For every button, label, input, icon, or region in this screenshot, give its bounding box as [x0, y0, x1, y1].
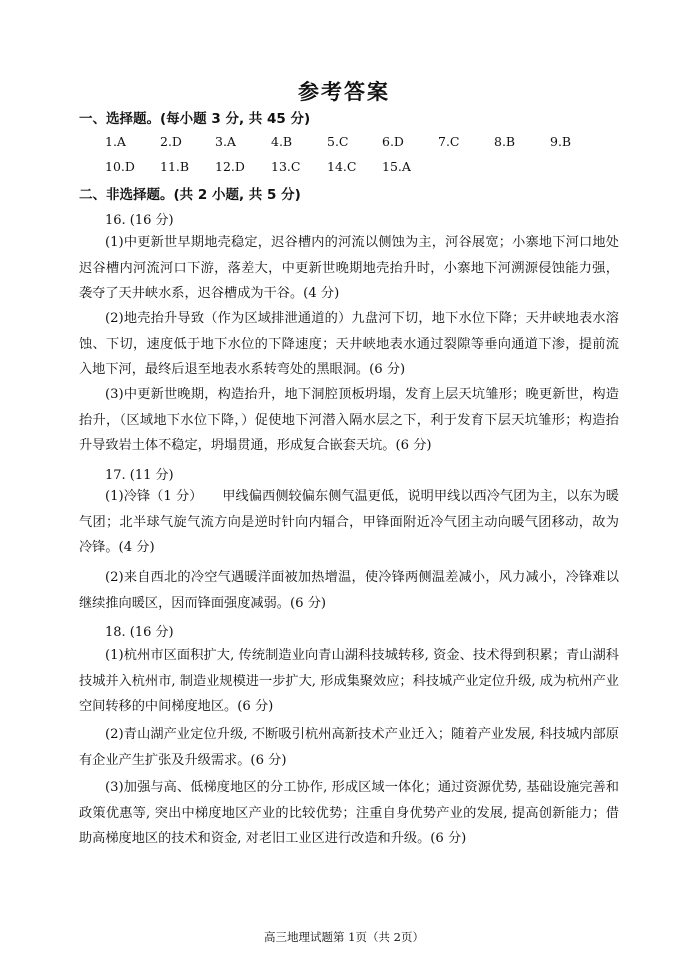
section-heading-nonchoice: 二、非选择题。(共 2 小题, 共 5 分): [79, 187, 301, 203]
q18-answer-1: (1)杭州市区面积扩大, 传统制造业向青山湖科技城转移, 资金、技术得到积累；青山湖科技城并入杭州市, 制造业规模进一步扩大, 形成集聚效应；科技城产业定位升级, 成为杭州产业空间转移的中间梯度地区。(6 分): [79, 648, 619, 714]
q17-answer-2: (2)来自西北的冷空气遇暖洋面被加热增温，使冷锋两侧温差减小，风力减小，冷锋难以继续推向暖区，因而锋面强度减弱。(6 分): [79, 570, 619, 611]
page-footer: 高三地理试题第 1页（共 2页）: [264, 930, 424, 944]
answer-item: 15.A: [382, 159, 411, 174]
answer-item: 7.C: [438, 134, 460, 149]
answer-item: 5.C: [327, 134, 349, 149]
q18-answer-3: (3)加强与高、低梯度地区的分工协作, 形成区域一体化；通过资源优势, 基础设施完善和政策优惠等, 突出中梯度地区产业的比较优势；注重自身优势产业的发展, 提高创新能力；借助高梯度地区的技术和资金, 对老旧工业区进行改造和升级。(6 分): [79, 780, 619, 846]
section-heading-choice: 一、选择题。(每小题 3 分, 共 45 分): [79, 111, 311, 127]
q16-answer-3: (3)中更新世晚期，构造抬升，地下洞腔顶板坍塌，发育上层天坑雏形；晚更新世，构造抬升，（区域地下水位下降，）促使地下河潜入隔水层之下，利于发育下层天坑雏形；构造抬升导致岩土体不稳定，坍塌贯通，形成复合嵌套天坑。(6 分): [79, 387, 619, 453]
answer-item: 10.D: [105, 159, 135, 174]
q16-answer-1: (1)中更新世早期地壳稳定，迟谷槽内的河流以侧蚀为主，河谷展宽；小寨地下河口地处迟谷槽内河流河口下游，落差大，中更新世晚期地壳抬升时，小寨地下河溯源侵蚀能力强，袭夺了天井峡水系，迟谷槽成为干谷。(4 分): [79, 235, 619, 301]
answer-item: 14.C: [327, 159, 357, 174]
q17-answer-1: (1)冷锋（1 分） 甲线偏西侧较偏东侧气温更低，说明甲线以西冷气团为主，以东为暖气团；北半球气旋气流方向是逆时针向内辐合，甲锋面附近冷气团主动向暖气团移动，故为冷锋。(4 分): [79, 489, 619, 555]
question-16-label: 16. (16 分): [105, 213, 174, 228]
answer-item: 6.D: [382, 134, 404, 149]
answer-item: 3.A: [215, 134, 236, 149]
answer-item: 12.D: [215, 159, 245, 174]
answer-item: 4.B: [271, 134, 293, 149]
q18-answer-2: (2)青山湖产业定位升级, 不断吸引杭州高新技术产业迁入；随着产业发展, 科技城内部原有企业产生扩张及升级需求。(6 分): [79, 727, 619, 768]
answer-item: 13.C: [271, 159, 301, 174]
answer-item: 8.B: [494, 134, 516, 149]
answer-item: 11.B: [160, 159, 190, 174]
answer-item: 1.A: [105, 134, 126, 149]
question-18-label: 18. (16 分): [105, 625, 174, 640]
page-title: 参考答案: [298, 80, 390, 104]
question-17-label: 17. (11 分): [105, 468, 174, 483]
answer-item: 2.D: [160, 134, 182, 149]
q16-answer-2: (2)地壳抬升导致（作为区域排泄通道的）九盘河下切，地下水位下降；天井峡地表水溶蚀、下切，速度低于地下水位的下降速度；天井峡地表水通过裂隙等垂向通道下渗，提前流入地下河，最终后退至地表水系转弯处的黑眼洞。(6 分): [79, 311, 619, 377]
answer-item: 9.B: [550, 134, 572, 149]
